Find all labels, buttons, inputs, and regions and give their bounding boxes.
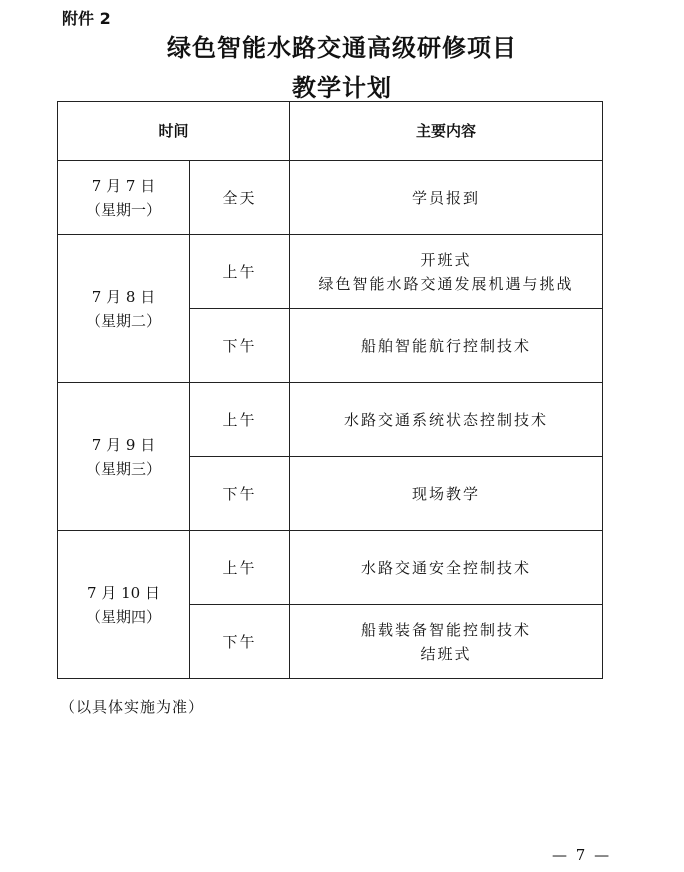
attachment-label: 附件 2 — [62, 9, 111, 28]
period-cell: 下午 — [190, 309, 290, 383]
period-cell: 下午 — [190, 457, 290, 531]
table-row — [58, 383, 603, 457]
document-subtitle: 教学计划 — [292, 74, 392, 102]
table-header-row — [58, 102, 603, 161]
table-row — [58, 161, 603, 235]
date-cell — [58, 235, 190, 383]
content-cell — [290, 605, 603, 679]
date-text: 7 月 9 日 — [91, 435, 156, 454]
header-content: 主要内容 — [290, 102, 603, 161]
document-title: 绿色智能水路交通高级研修项目 — [167, 34, 517, 62]
content-line: 结班式 — [420, 644, 472, 663]
content-cell — [290, 309, 603, 383]
weekday-text: （星期二） — [85, 311, 161, 330]
content-line: 水路交通系统状态控制技术 — [343, 410, 548, 429]
page-number: — 7 — — [552, 846, 612, 864]
content-line: 水路交通安全控制技术 — [360, 558, 531, 577]
date-cell — [58, 531, 190, 679]
date-cell — [58, 161, 190, 235]
content-line: 绿色智能水路交通发展机遇与挑战 — [318, 274, 574, 293]
content-line: 学员报到 — [411, 188, 480, 207]
schedule-table — [57, 101, 603, 679]
date-cell — [58, 383, 190, 531]
date-text: 7 月 10 日 — [87, 583, 160, 602]
content-line: 现场教学 — [411, 484, 480, 503]
content-cell — [290, 531, 603, 605]
period-cell: 上午 — [190, 383, 290, 457]
date-text: 7 月 8 日 — [91, 287, 156, 306]
content-line: 开班式 — [420, 250, 472, 269]
content-cell — [290, 235, 603, 309]
content-cell — [290, 161, 603, 235]
weekday-text: （星期四） — [85, 607, 161, 626]
period-cell: 全天 — [190, 161, 290, 235]
date-text: 7 月 7 日 — [91, 176, 156, 195]
weekday-text: （星期三） — [85, 459, 161, 478]
weekday-text: （星期一） — [85, 200, 161, 219]
content-cell — [290, 383, 603, 457]
period-cell: 上午 — [190, 235, 290, 309]
table-row — [58, 531, 603, 605]
header-time: 时间 — [58, 102, 290, 161]
content-line: 船载装备智能控制技术 — [360, 620, 531, 639]
period-cell: 上午 — [190, 531, 290, 605]
content-line: 船舶智能航行控制技术 — [360, 336, 531, 355]
content-cell — [290, 457, 603, 531]
period-cell: 下午 — [190, 605, 290, 679]
footnote: （以具体实施为准） — [60, 698, 205, 716]
table-row — [58, 235, 603, 309]
